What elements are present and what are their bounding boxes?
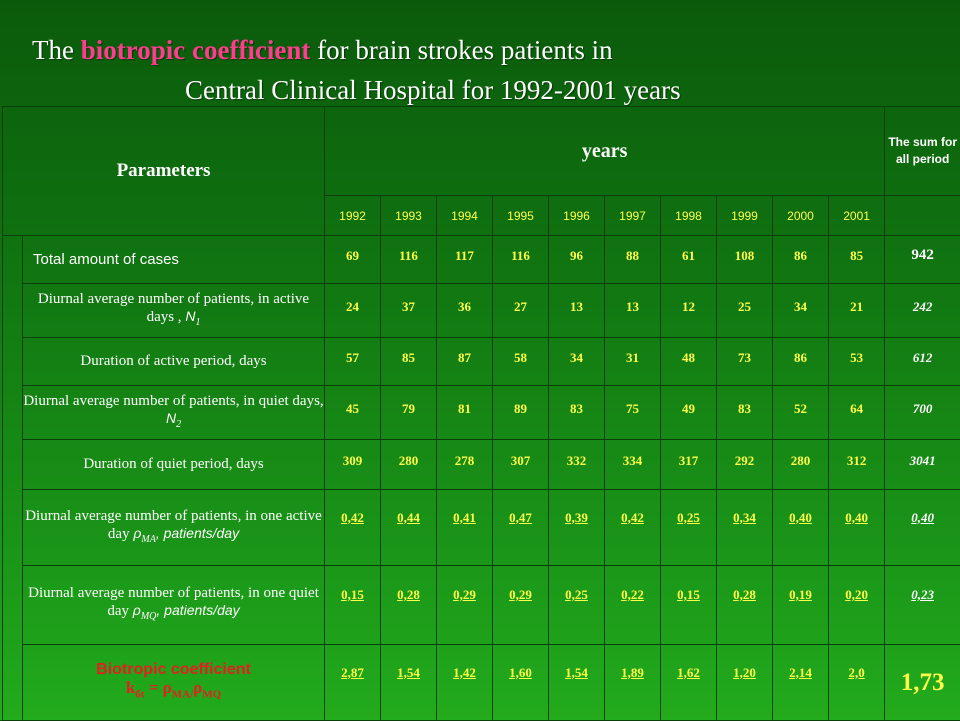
formula-eq: = — [144, 678, 162, 697]
table-cell: 52 — [773, 386, 829, 440]
table-cell: 0,15 — [325, 566, 381, 645]
table-cell: 86 — [773, 338, 829, 386]
table-cell: 0,22 — [605, 566, 661, 645]
table-cell: 0,44 — [381, 490, 437, 566]
row-label-sub: 1 — [195, 317, 200, 328]
row-stub — [3, 236, 23, 721]
table-row-total-cases — [3, 236, 960, 284]
table-cell: 116 — [381, 236, 437, 284]
table-cell: 1,54 — [381, 645, 437, 721]
table-cell: 292 — [717, 440, 773, 490]
table-cell: 0,47 — [493, 490, 549, 566]
table-cell: 0,29 — [493, 566, 549, 645]
table-cell: 85 — [829, 236, 885, 284]
row-label-symbol: N — [166, 410, 176, 426]
table-cell: 0,42 — [325, 490, 381, 566]
formula-k: k — [126, 678, 135, 697]
table-cell: 69 — [325, 236, 381, 284]
title-rest: for brain strokes patients in — [310, 35, 612, 65]
table-cell: 317 — [661, 440, 717, 490]
table-cell: 1,54 — [549, 645, 605, 721]
sum-cell: 700 — [885, 386, 960, 440]
year-2001: 2001 — [829, 196, 885, 236]
year-1996: 1996 — [549, 196, 605, 236]
table-cell: 13 — [605, 284, 661, 338]
table-cell: 0,19 — [773, 566, 829, 645]
table-cell: 0,20 — [829, 566, 885, 645]
table-cell: 2,87 — [325, 645, 381, 721]
bio-formula — [23, 679, 324, 703]
year-1993: 1993 — [381, 196, 437, 236]
sum-cell: 0,40 — [885, 490, 960, 566]
table-cell: 307 — [493, 440, 549, 490]
table-cell: 73 — [717, 338, 773, 386]
year-1997: 1997 — [605, 196, 661, 236]
row-label-symbol: ρ — [133, 525, 141, 541]
table-cell: 0,28 — [717, 566, 773, 645]
sum-cell: 1,73 — [885, 645, 960, 721]
table-cell: 89 — [493, 386, 549, 440]
years-header: years — [325, 107, 885, 196]
table-cell: 0,34 — [717, 490, 773, 566]
row-label: Duration of active period, days — [23, 338, 325, 386]
table-cell: 81 — [437, 386, 493, 440]
row-label: Duration of quiet period, days — [23, 440, 325, 490]
table-row-quiet-days — [3, 386, 960, 440]
year-1999: 1999 — [717, 196, 773, 236]
table-cell: 280 — [773, 440, 829, 490]
table-cell: 0,41 — [437, 490, 493, 566]
sum-cell: 242 — [885, 284, 960, 338]
table-cell: 36 — [437, 284, 493, 338]
row-label-sub: MQ — [141, 611, 157, 622]
table-cell: 1,20 — [717, 645, 773, 721]
header-row-1 — [3, 107, 960, 196]
bio-label-text: Biotropic coefficient — [23, 661, 324, 679]
formula-rho-1: ρ — [163, 678, 172, 697]
sum-cell: 3041 — [885, 440, 960, 490]
table-cell: 280 — [381, 440, 437, 490]
row-label-text: Diurnal average number of patients, in quiet days, — [23, 393, 323, 409]
table-cell: 57 — [325, 338, 381, 386]
table-cell: 37 — [381, 284, 437, 338]
table-cell: 96 — [549, 236, 605, 284]
table-cell: 34 — [773, 284, 829, 338]
table-cell: 45 — [325, 386, 381, 440]
row-label — [23, 566, 325, 645]
row-label — [23, 386, 325, 440]
parameters-header: Parameters — [3, 107, 325, 236]
table-cell: 83 — [717, 386, 773, 440]
table-cell: 309 — [325, 440, 381, 490]
row-label-unit: , patients/day — [156, 602, 239, 618]
row-label — [23, 490, 325, 566]
table-cell: 79 — [381, 386, 437, 440]
table-cell: 86 — [773, 236, 829, 284]
table-cell: 1,89 — [605, 645, 661, 721]
table-cell: 1,60 — [493, 645, 549, 721]
table-cell: 61 — [661, 236, 717, 284]
year-1992: 1992 — [325, 196, 381, 236]
row-label-text: Diurnal average number of patients, in active days , — [38, 291, 309, 325]
row-label-text: Diurnal average number of patients, in one quiet day — [28, 585, 319, 619]
data-table — [2, 106, 960, 721]
table-cell: 334 — [605, 440, 661, 490]
sum-cell: 942 — [885, 236, 960, 284]
table-row-active-duration — [3, 338, 960, 386]
table-cell: 0,15 — [661, 566, 717, 645]
table-cell: 64 — [829, 386, 885, 440]
table-cell: 34 — [549, 338, 605, 386]
sum-cell: 612 — [885, 338, 960, 386]
table-cell: 13 — [549, 284, 605, 338]
row-label — [23, 645, 325, 721]
table-cell: 24 — [325, 284, 381, 338]
table-cell: 88 — [605, 236, 661, 284]
table-cell: 53 — [829, 338, 885, 386]
table-cell: 85 — [381, 338, 437, 386]
row-label-symbol: ρ — [133, 602, 141, 618]
table-cell: 58 — [493, 338, 549, 386]
table-cell: 0,29 — [437, 566, 493, 645]
table-cell: 1,42 — [437, 645, 493, 721]
table-cell: 21 — [829, 284, 885, 338]
table-cell: 312 — [829, 440, 885, 490]
sum-cell: 0,23 — [885, 566, 960, 645]
year-sum-blank — [885, 196, 960, 236]
table-cell: 1,62 — [661, 645, 717, 721]
sum-header: The sum for all period — [885, 107, 960, 196]
table-cell: 116 — [493, 236, 549, 284]
formula-sub-2: MQ — [202, 689, 221, 701]
table-row-one-active-day — [3, 490, 960, 566]
table-cell: 87 — [437, 338, 493, 386]
year-2000: 2000 — [773, 196, 829, 236]
table-cell: 0,25 — [661, 490, 717, 566]
table-cell: 117 — [437, 236, 493, 284]
formula-rho-2: ρ — [193, 678, 202, 697]
table-row-biotropic — [3, 645, 960, 721]
table-cell: 2,0 — [829, 645, 885, 721]
table-cell: 332 — [549, 440, 605, 490]
row-label-unit: , patients/day — [156, 525, 239, 541]
table-cell: 0,40 — [829, 490, 885, 566]
table-cell: 75 — [605, 386, 661, 440]
table-cell: 0,39 — [549, 490, 605, 566]
row-label-symbol: N — [185, 308, 195, 324]
title-highlight: biotropic coefficient — [81, 35, 311, 65]
year-1998: 1998 — [661, 196, 717, 236]
table-row-quiet-duration — [3, 440, 960, 490]
formula-k-sub: бt — [135, 689, 144, 701]
year-1995: 1995 — [493, 196, 549, 236]
title-prefix: The — [32, 35, 81, 65]
table-cell: 48 — [661, 338, 717, 386]
row-label: Total amount of cases — [23, 236, 325, 284]
table-cell: 108 — [717, 236, 773, 284]
row-label-sub: 2 — [176, 419, 181, 430]
table-cell: 2,14 — [773, 645, 829, 721]
table-cell: 25 — [717, 284, 773, 338]
table-cell: 278 — [437, 440, 493, 490]
table-cell: 49 — [661, 386, 717, 440]
table-cell: 0,25 — [549, 566, 605, 645]
row-label-sub: MA — [141, 534, 155, 545]
title-line-1 — [32, 30, 613, 70]
table-cell: 83 — [549, 386, 605, 440]
table-cell: 0,40 — [773, 490, 829, 566]
year-1994: 1994 — [437, 196, 493, 236]
table-row-active-days — [3, 284, 960, 338]
table-row-one-quiet-day — [3, 566, 960, 645]
row-label — [23, 284, 325, 338]
formula-sub-1: MA/ — [172, 689, 193, 701]
table-cell: 27 — [493, 284, 549, 338]
table-cell: 0,42 — [605, 490, 661, 566]
table-cell: 0,28 — [381, 566, 437, 645]
title-line-2: Central Clinical Hospital for 1992-2001 years — [185, 70, 681, 110]
row-label-text: Diurnal average number of patients, in one active day — [25, 508, 322, 542]
table-cell: 31 — [605, 338, 661, 386]
table-cell: 12 — [661, 284, 717, 338]
